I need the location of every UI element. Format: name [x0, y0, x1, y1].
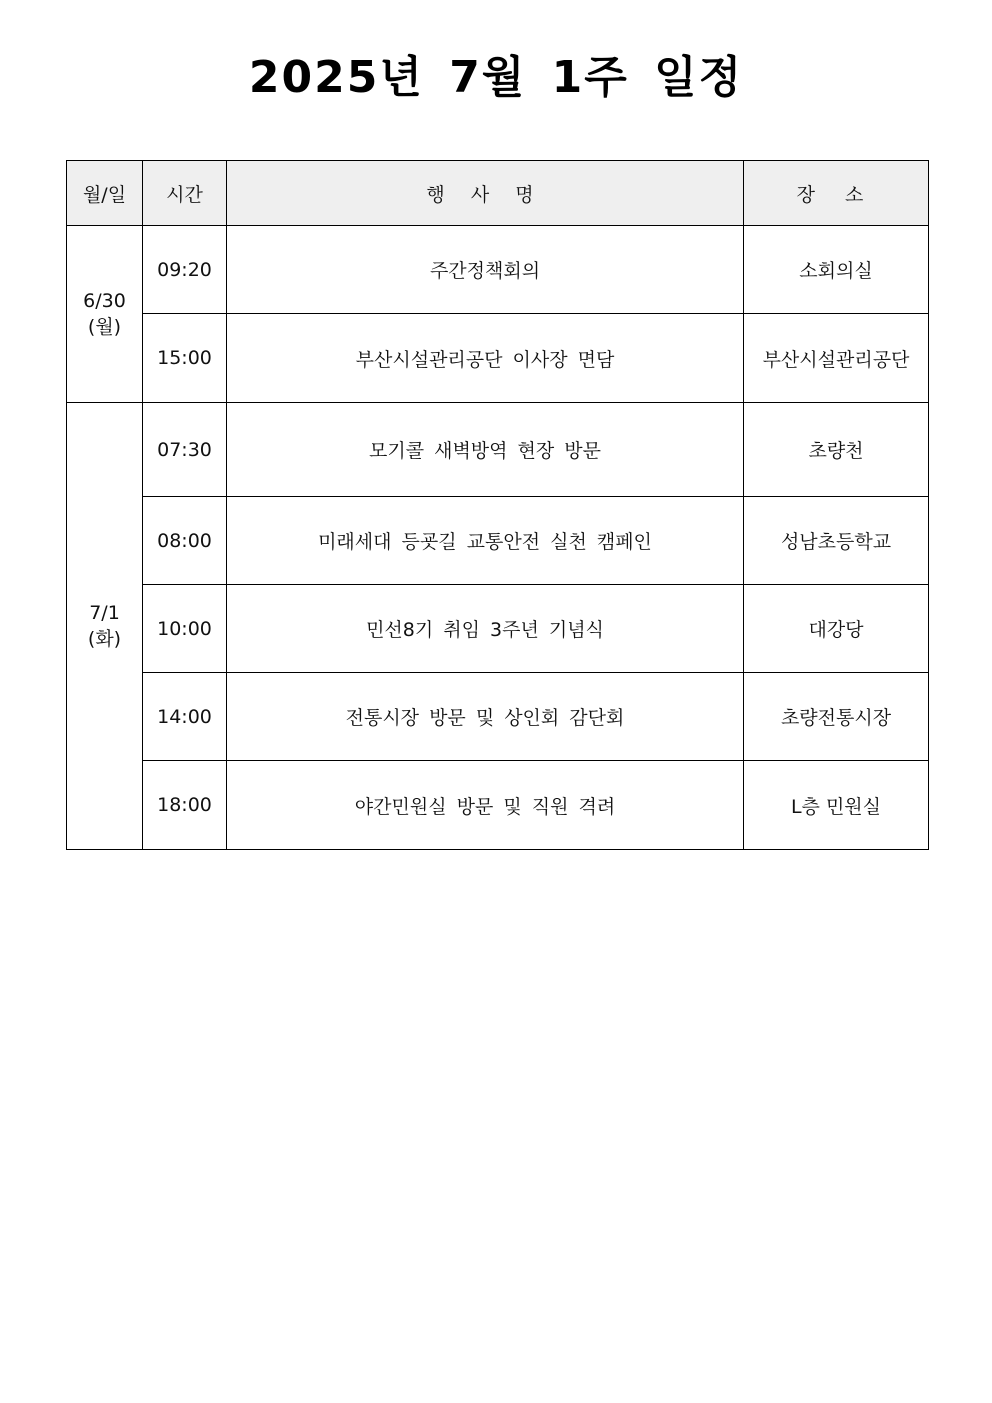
- date-cell-0701: [67, 403, 143, 850]
- table-row: [67, 314, 929, 403]
- page-title: 2025년 7월 1주 일정: [248, 52, 744, 103]
- event-cell: 미래세대 등굣길 교통안전 실천 캠페인: [227, 497, 744, 585]
- event-cell: 민선8기 취임 3주년 기념식: [227, 585, 744, 673]
- event-cell: 야간민원실 방문 및 직원 격려: [227, 761, 744, 850]
- table-row: [67, 761, 929, 850]
- date-label: 7/1: [89, 602, 120, 624]
- date-cell-0630: [67, 226, 143, 403]
- time-cell: 07:30: [143, 403, 227, 497]
- event-cell: 모기콜 새벽방역 현장 방문: [227, 403, 744, 497]
- header-date: 월/일: [67, 161, 143, 226]
- time-cell: 10:00: [143, 585, 227, 673]
- schedule-table: [66, 160, 929, 850]
- event-cell: 전통시장 방문 및 상인회 감단회: [227, 673, 744, 761]
- table-header-row: [67, 161, 929, 226]
- place-cell: 대강당: [744, 585, 929, 673]
- time-cell: 08:00: [143, 497, 227, 585]
- table-row: [67, 497, 929, 585]
- header-event: 행 사 명: [227, 161, 744, 226]
- table-row: [67, 226, 929, 314]
- place-cell: 초량천: [744, 403, 929, 497]
- place-cell: L층 민원실: [744, 761, 929, 850]
- header-place: 장 소: [744, 161, 929, 226]
- place-cell: 소회의실: [744, 226, 929, 314]
- header-time: 시간: [143, 161, 227, 226]
- weekday-label: (화): [87, 628, 122, 650]
- place-cell: 초량전통시장: [744, 673, 929, 761]
- place-cell: 부산시설관리공단: [744, 314, 929, 403]
- place-cell: 성남초등학교: [744, 497, 929, 585]
- time-cell: 14:00: [143, 673, 227, 761]
- event-cell: 주간정책회의: [227, 226, 744, 314]
- table-row: [67, 585, 929, 673]
- date-label: 6/30: [83, 290, 126, 312]
- time-cell: 15:00: [143, 314, 227, 403]
- time-cell: 18:00: [143, 761, 227, 850]
- event-cell: 부산시설관리공단 이사장 면담: [227, 314, 744, 403]
- table-row: [67, 403, 929, 497]
- table-row: [67, 673, 929, 761]
- weekday-label: (월): [87, 316, 122, 338]
- time-cell: 09:20: [143, 226, 227, 314]
